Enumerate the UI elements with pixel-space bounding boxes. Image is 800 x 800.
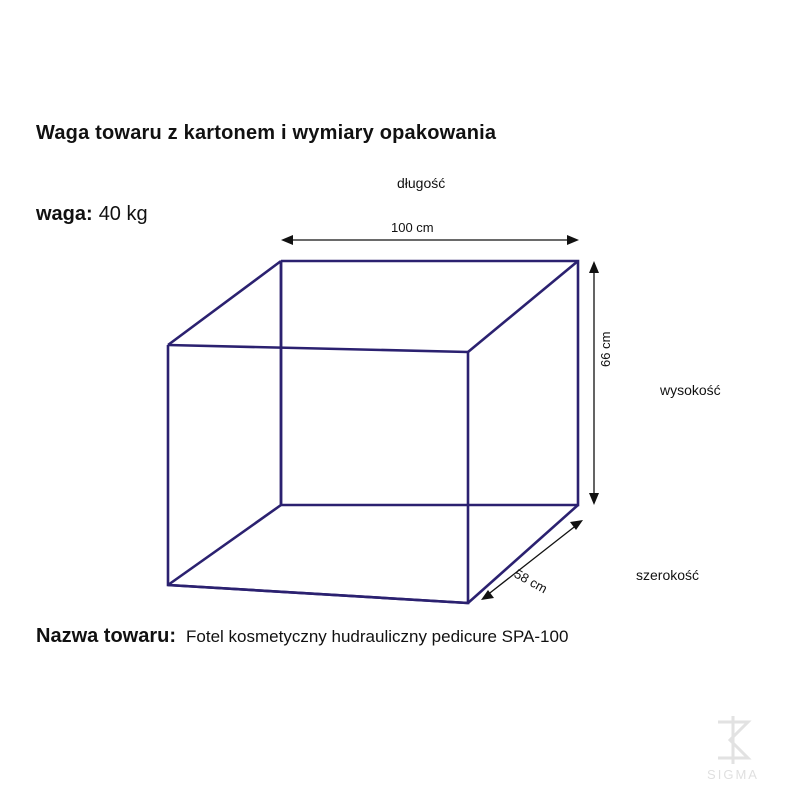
product-name-label: Nazwa towaru: [36, 625, 177, 647]
label-length: długość [397, 175, 446, 191]
dimension-width-value: 58 cm [511, 566, 550, 597]
product-name-value: Fotel kosmetyczny hudrauliczny pedicure SPA-100 [186, 627, 569, 646]
weight-row [36, 203, 148, 226]
sigma-watermark [688, 712, 778, 782]
label-height: wysokość [660, 382, 721, 398]
page-title: Waga towaru z kartonem i wymiary opakowania [36, 122, 497, 144]
dimension-height-value: 66 cm [598, 331, 613, 367]
sigma-watermark-text: SIGMA [707, 767, 759, 782]
weight-value: 40 kg [98, 203, 148, 225]
weight-label: waga: [36, 203, 93, 225]
label-width: szerokość [636, 567, 700, 583]
product-name-row [36, 625, 568, 648]
sigma-logo-icon [688, 712, 778, 768]
dimension-length-value: 100 cm [391, 220, 434, 235]
